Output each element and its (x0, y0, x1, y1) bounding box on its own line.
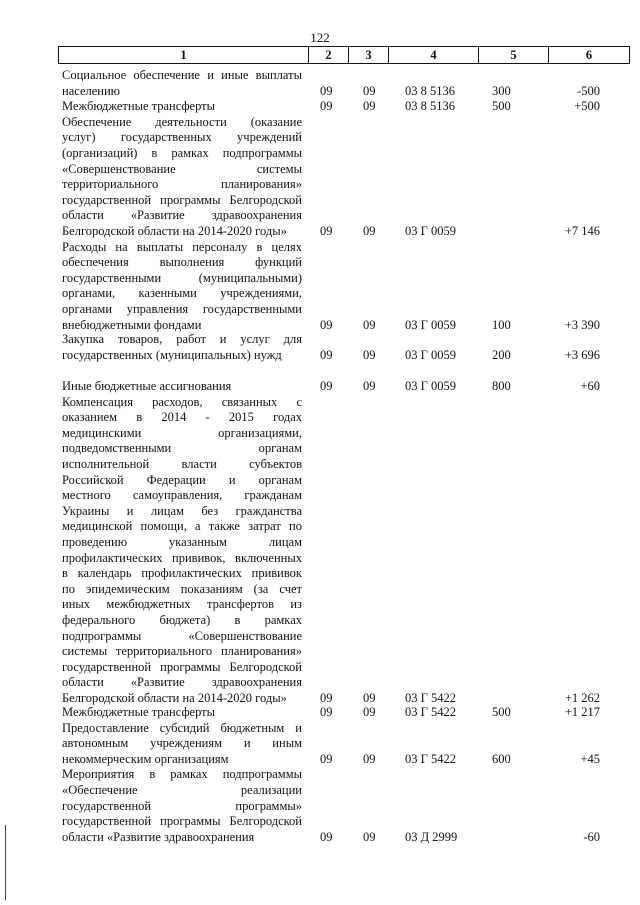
subsection-code: 09 (363, 829, 376, 844)
description-line: государственной программы Белгородской (62, 192, 302, 207)
description-line: области «Развитие здравоохранения (62, 675, 302, 690)
description-line: государственных (муниципальных) нужд (62, 347, 282, 362)
target-code: 03 8 5136 (405, 83, 455, 98)
description-line: Компенсация расходов, связанных с (62, 394, 302, 409)
amount: +7 146 (564, 223, 600, 238)
header-col-4: 4 (389, 47, 479, 63)
description-line: государственными (муниципальными) (62, 270, 302, 285)
subsection-code: 09 (363, 379, 376, 393)
row-description (62, 721, 302, 768)
description-line: Расходы на выплаты персоналу в целях (62, 239, 302, 254)
section-code: 09 (320, 705, 333, 719)
section-code: 09 (320, 347, 333, 362)
expense-type: 100 (492, 317, 511, 332)
section-code: 09 (320, 379, 333, 393)
amount: +500 (574, 99, 600, 114)
amount: +3 696 (564, 347, 600, 362)
target-code: 03 Г 0059 (405, 347, 456, 362)
description-line: системы территориального планирования» (62, 644, 302, 659)
expense-type: 500 (492, 99, 511, 114)
amount: +45 (580, 751, 600, 766)
description-line: территориального планирования» (62, 177, 302, 192)
target-code: 03 Г 0059 (405, 317, 456, 332)
description-line: Белгородской области на 2014-2020 годы» (62, 690, 287, 705)
description-line: населению (62, 83, 120, 98)
description-line: Обеспечение деятельности (оказание (62, 114, 302, 129)
amount: -60 (583, 829, 600, 844)
description-line: Украины и лицам без гражданства (62, 503, 302, 518)
expense-type: 200 (492, 347, 511, 362)
section-code: 09 (320, 690, 333, 705)
target-code: 03 Г 0059 (405, 379, 456, 393)
description-line: подведомственными органам (62, 441, 302, 456)
subsection-code: 09 (363, 751, 376, 766)
description-line: (организаций) в рамках подпрограммы (62, 145, 302, 160)
section-code: 09 (320, 751, 333, 766)
subsection-code: 09 (363, 223, 376, 238)
target-code: 03 8 5136 (405, 99, 455, 114)
description-line: Белгородской области на 2014-2020 годы» (62, 223, 287, 238)
description-line: Предоставление субсидий бюджетным и (62, 720, 302, 735)
description-line: Межбюджетные трансферты (62, 99, 216, 114)
description-line: некоммерческим организациям (62, 751, 229, 766)
row-description (62, 240, 302, 334)
row-description (62, 68, 302, 99)
row-description (62, 379, 302, 395)
description-line: Иные бюджетные ассигнования (62, 379, 232, 393)
subsection-code: 09 (363, 99, 376, 114)
description-line: государственной программы Белгородской (62, 659, 302, 674)
subsection-code: 09 (363, 705, 376, 719)
description-line: профилактических прививок, включенных (62, 550, 302, 565)
row-description (62, 767, 302, 845)
row-description (62, 115, 302, 240)
description-line: Закупка товаров, работ и услуг для (62, 332, 302, 346)
expense-type: 800 (492, 379, 511, 393)
description-line: оказанием в 2014 - 2015 годах (62, 410, 302, 425)
target-code: 03 Г 5422 (405, 705, 456, 719)
description-line: услуг) государственных учреждений (62, 130, 302, 145)
subsection-code: 09 (363, 690, 376, 705)
description-line: федерального бюджета) в рамках (62, 612, 302, 627)
description-line: органами управления государственными (62, 301, 302, 316)
row-description (62, 99, 302, 115)
description-line: «Совершенствование системы (62, 161, 302, 176)
subsection-code: 09 (363, 317, 376, 332)
description-line: проведению указанным лицам (62, 534, 302, 549)
description-line: автономным учреждениям и иным (62, 736, 302, 751)
description-line: Мероприятия в рамках подпрограммы (62, 767, 302, 782)
description-line: области «Развитие здравоохранения (62, 829, 255, 844)
section-code: 09 (320, 223, 333, 238)
description-line: Российской Федерации и органам (62, 472, 302, 487)
row-description (62, 705, 302, 721)
description-line: Социальное обеспечение и иные выплаты (62, 68, 302, 82)
amount: +1 262 (564, 690, 600, 705)
expense-type: 500 (492, 705, 511, 719)
description-line: государственной программы» (62, 798, 302, 813)
section-code: 09 (320, 99, 333, 114)
row-description (62, 395, 302, 707)
expense-type: 300 (492, 83, 511, 98)
section-code: 09 (320, 83, 333, 98)
header-col-2: 2 (309, 47, 349, 63)
target-code: 03 Г 5422 (405, 751, 456, 766)
subsection-code: 09 (363, 83, 376, 98)
header-col-3: 3 (349, 47, 389, 63)
description-line: «Обеспечение реализации (62, 782, 302, 797)
description-line: органами, казенными учреждениями, (62, 286, 302, 301)
description-line: по эпидемическим показаниям (за счет (62, 581, 302, 596)
description-line: обеспечения выполнения функций (62, 255, 302, 270)
target-code: 03 Г 0059 (405, 223, 456, 238)
description-line: иных межбюджетных трансфертов из (62, 597, 302, 612)
target-code: 03 Г 5422 (405, 690, 456, 705)
table-header (58, 46, 630, 64)
description-line: местного самоуправления, гражданам (62, 488, 302, 503)
description-line: области «Развитие здравоохранения (62, 208, 302, 223)
description-line: Межбюджетные трансферты (62, 705, 216, 719)
description-line: медицинскими организациями, (62, 425, 302, 440)
page-number: 122 (310, 30, 330, 45)
description-line: внебюджетными фондами (62, 317, 202, 332)
row-description (62, 332, 302, 363)
header-col-6: 6 (585, 48, 593, 62)
amount: +60 (580, 379, 600, 393)
description-line: в календарь профилактических прививок (62, 566, 302, 581)
expense-type: 600 (492, 751, 511, 766)
description-line: подпрограммы «Совершенствование (62, 628, 302, 643)
section-code: 09 (320, 829, 333, 844)
description-line: государственной программы Белгородской (62, 814, 302, 829)
section-code: 09 (320, 317, 333, 332)
target-code: 03 Д 2999 (405, 829, 458, 844)
margin-line (5, 825, 6, 900)
description-line: медицинской помощи, а также затрат по (62, 519, 302, 534)
header-col-5: 5 (479, 47, 549, 63)
subsection-code: 09 (363, 347, 376, 362)
amount: +3 390 (564, 317, 600, 332)
amount: +1 217 (564, 705, 600, 719)
description-line: исполнительной власти субъектов (62, 456, 302, 471)
header-col-1: 1 (59, 47, 309, 63)
amount: -500 (577, 83, 600, 98)
